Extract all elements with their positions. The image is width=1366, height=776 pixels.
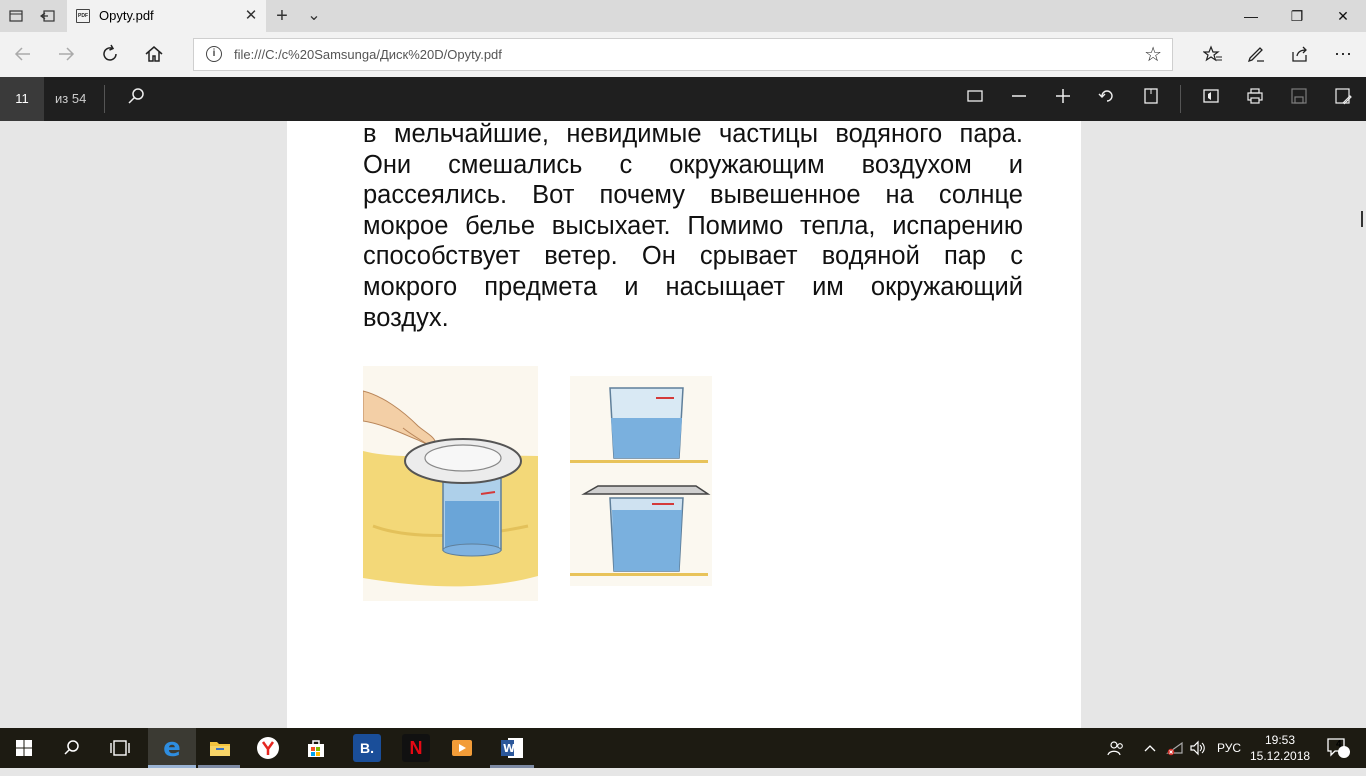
notification-count: 4 xyxy=(1336,739,1342,750)
taskbar xyxy=(0,728,1366,768)
restore-tabs-icon[interactable] xyxy=(40,8,56,24)
toolbar-divider xyxy=(104,85,105,113)
text-line: в мельчайшие, невидимые частицы водяного пара. xyxy=(363,121,1023,148)
input-language[interactable]: РУС xyxy=(1216,741,1242,755)
read-aloud-icon[interactable] xyxy=(1199,87,1223,111)
zoom-in-icon[interactable] xyxy=(1051,87,1075,111)
windows-start-icon[interactable] xyxy=(0,728,48,768)
fit-page-icon[interactable] xyxy=(963,87,987,111)
zoom-out-icon[interactable] xyxy=(1007,87,1031,111)
file-explorer-icon[interactable] xyxy=(196,728,244,768)
text-line: воздух. xyxy=(363,303,449,332)
page-number-input[interactable]: 11 xyxy=(0,77,44,121)
tabs-aside-icon[interactable] xyxy=(8,8,24,24)
pdf-toolbar xyxy=(0,77,1366,121)
back-icon[interactable] xyxy=(8,39,38,69)
page-count: из 54 xyxy=(55,91,87,106)
page-text xyxy=(363,121,1023,333)
tab-bar xyxy=(0,0,1366,32)
chevron-down-icon[interactable]: ⌄ xyxy=(307,7,321,24)
share-icon[interactable] xyxy=(1285,39,1315,69)
text-line: мокрое белье высыхает. Помимо тепла, испарению xyxy=(363,211,1023,240)
pdf-file-icon: PDF xyxy=(76,9,90,23)
home-icon[interactable] xyxy=(139,39,169,69)
show-hidden-icons-chevron-up-icon[interactable] xyxy=(1140,728,1160,768)
search-icon[interactable] xyxy=(48,728,96,768)
pdf-viewer[interactable] xyxy=(0,121,1366,728)
clock-date: 15.12.2018 xyxy=(1250,749,1311,763)
save-icon xyxy=(1287,87,1311,111)
illustration-hand-plate-glass xyxy=(363,366,538,601)
svg-text:W: W xyxy=(503,742,516,755)
maximize-button[interactable]: ❐ xyxy=(1290,8,1304,24)
action-center-icon[interactable] xyxy=(1318,728,1358,768)
network-icon[interactable] xyxy=(1163,728,1187,768)
toolbar-divider xyxy=(1180,85,1181,113)
scrollbar-thumb[interactable] xyxy=(1361,211,1363,227)
edge-browser-icon[interactable]: e xyxy=(163,733,181,763)
close-window-button[interactable]: ✕ xyxy=(1337,8,1349,24)
tab-title: Opyty.pdf xyxy=(99,8,154,23)
word-icon[interactable] xyxy=(488,728,536,768)
close-tab-icon[interactable]: ✕ xyxy=(244,7,258,24)
forward-icon[interactable] xyxy=(51,39,81,69)
search-icon[interactable] xyxy=(124,87,148,111)
text-line: Они смешались с окружающим воздухом и xyxy=(363,150,1023,179)
favorites-icon[interactable] xyxy=(1198,39,1228,69)
more-options-icon[interactable]: ⋯ xyxy=(1334,44,1352,64)
print-icon[interactable] xyxy=(1243,87,1267,111)
people-icon[interactable] xyxy=(1102,728,1130,768)
layout-icon[interactable] xyxy=(1139,87,1163,111)
booking-icon[interactable]: B. xyxy=(353,734,381,762)
volume-icon[interactable] xyxy=(1186,728,1210,768)
new-tab-icon[interactable]: + xyxy=(276,5,288,27)
address-text[interactable]: file:///C:/c%20Samsunga/Диск%20D/Opyty.pdf xyxy=(234,47,502,62)
refresh-icon[interactable] xyxy=(95,39,125,69)
text-line: мокрого предмета и насыщает им окружающий xyxy=(363,272,1023,301)
clock[interactable] xyxy=(1250,732,1310,764)
navigation-bar xyxy=(0,32,1366,77)
rotate-icon[interactable] xyxy=(1095,87,1119,111)
illustration-two-glasses xyxy=(570,376,712,586)
tab-opyty-pdf[interactable] xyxy=(67,0,266,32)
netflix-icon[interactable]: N xyxy=(402,734,430,762)
clock-time: 19:53 xyxy=(1264,733,1296,747)
yandex-browser-icon[interactable] xyxy=(244,728,292,768)
minimize-button[interactable]: — xyxy=(1244,8,1258,24)
save-as-icon[interactable] xyxy=(1331,87,1355,111)
text-line: рассеялись. Вот почему вывешенное на солнце xyxy=(363,181,1023,210)
task-view-icon[interactable] xyxy=(96,728,144,768)
info-icon[interactable]: i xyxy=(206,46,222,62)
store-icon[interactable] xyxy=(292,728,340,768)
pen-icon[interactable] xyxy=(1241,39,1271,69)
text-line: способствует ветер. Он срывает водяной пар с xyxy=(363,242,1023,271)
address-bar[interactable] xyxy=(193,38,1173,71)
pdf-page xyxy=(287,121,1081,728)
media-player-icon[interactable] xyxy=(438,728,486,768)
favorite-star-icon[interactable]: ☆ xyxy=(1144,44,1162,66)
